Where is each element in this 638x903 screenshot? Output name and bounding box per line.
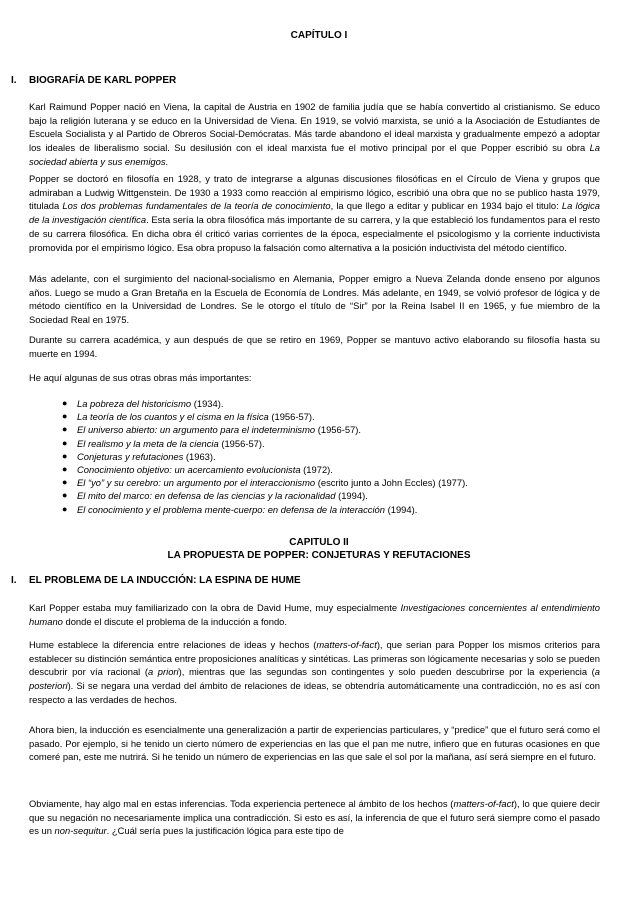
text-run: Más adelante, con el surgimiento del nacional-socialismo en Alemania, Popper emigro a Nueva Zelanda donde enseno por algunos años. Luego se mudo a Gran Bretaña en la Escuela de Economía de Londres. Más adelante, en 1949, se volvió profesor de lógica y de método científico en la Universidad de Londres. Se le otorgo el título de “Sir” por la Reina Isabel II en 1965, y fue miembro de la Sociedad Real en 1975. [29, 273, 600, 326]
works-list-item [29, 437, 589, 450]
section-title: EL PROBLEMA DE LA INDUCCIÓN: LA ESPINA DE HUME [29, 575, 301, 586]
works-list-item [29, 410, 589, 423]
text-run: ). Si se negara una verdad del ámbito de relaciones de ideas, se obtendría automáticamente una contradicción, no es así con respecto a las verdades de hechos. [29, 680, 600, 705]
text-run: (1956-57). [315, 424, 362, 436]
italic-text: Conjeturas y refutaciones [77, 450, 184, 462]
text-run: (1956-57). [268, 411, 315, 423]
induction-paragraph-2 [29, 638, 600, 707]
works-list-item [29, 423, 589, 436]
text-run: (1972). [300, 464, 333, 476]
chapter-2-section-heading [11, 574, 301, 587]
text-run: (1994). [385, 503, 418, 515]
text-run: ), mientras que las segundas son contingentes y solo pueden descubrirse por la experiencia ( [178, 666, 595, 678]
text-run: Obviamente, hay algo mal en estas inferencias. Toda experiencia pertenece al ámbito de los hechos ( [29, 798, 454, 809]
section-title: BIOGRAFÍA DE KARL POPPER [29, 75, 177, 86]
text-run: Ahora bien, la inducción es esencialmente una generalización a partir de experiencias particulares, y “predice” que el futuro será como el pasado. Por ejemplo, si he tenido un cierto número de experiencias en las que el pan me nutre, infiero que en futuras ocasiones en que comeré pan, este me nutrirá. Si he tenido un número de experiencias en las que sale el sol por la mañana, así será siempre en el futuro. [29, 724, 600, 763]
chapter-2-title: CAPITULO II [289, 537, 349, 548]
bullet-icon: ● [62, 464, 68, 475]
works-list-item [29, 503, 589, 516]
section-number: I. [11, 575, 17, 586]
bullet-icon: ● [62, 450, 68, 461]
italic-text: Investigaciones concernientes al entendimiento humano [29, 602, 600, 627]
works-list-item [29, 450, 589, 463]
italic-text: matters-of-fact [316, 639, 377, 650]
chapter-1-section-heading [11, 74, 176, 87]
text-run: He aquí algunas de sus otras obras más importantes: [29, 372, 252, 383]
bullet-icon: ● [62, 437, 68, 448]
italic-text: La sociedad abierta y sus enemigos [29, 142, 600, 167]
chapter-1-title: CAPÍTULO I [290, 30, 348, 41]
bullet-icon: ● [62, 477, 68, 488]
works-list-item [29, 463, 589, 476]
biography-paragraph-5 [29, 371, 600, 385]
text-run: (escrito junto a John Eccles) (1977). [315, 477, 468, 489]
text-run: Karl Raimund Popper nació en Viena, la capital de Austria en 1902 de familia judía que se había convertido al cristianismo. Se educo bajo la religión luterana y se educo en la Universidad de Viena. En 1919, se volvió marxista, se unió a la Asociación de Estudiantes de Escuela Socialista y al Partido de Obreros Social-Demócratas. Más tarde abandono el ideal marxista y gradualmente empezó a adoptar los ideales de liberalismo social. Su desilusión con el ideal marxista fue el motivo principal por el que Popper escribió su obra [29, 101, 600, 154]
text-run: (1934). [191, 398, 224, 409]
italic-text: El mito del marco: en defensa de las ciencias y la racionalidad [77, 490, 336, 502]
italic-text: El universo abierto: un argumento para el indeterminismo [77, 424, 316, 436]
italic-text: non-sequitur [54, 825, 107, 837]
bullet-icon: ● [62, 490, 68, 501]
induction-paragraph-4 [29, 797, 600, 838]
induction-paragraph-1 [29, 601, 600, 628]
text-run: donde el discute el problema de la inducción a fondo. [62, 615, 288, 627]
works-list [29, 397, 589, 516]
works-list-item [29, 397, 589, 410]
biography-paragraph-4 [29, 333, 600, 360]
italic-text: La pobreza del historicismo [77, 398, 192, 409]
text-run: ), lo que quiere decir que su negación no necesariamente implica una contradicción. Si esto es así, la inferencia de que el futuro será siempre como el pasado es un [29, 798, 601, 837]
text-run: (1956-57). [218, 437, 265, 449]
italic-text: Conocimiento objetivo: un acercamiento evolucionista [77, 464, 301, 476]
italic-text: El realismo y la meta de la ciencia [77, 437, 219, 449]
text-run: Hume establece la diferencia entre relaciones de ideas y hechos ( [29, 639, 317, 650]
italic-text: El conocimiento y el problema mente-cuerpo: en defensa de la interacción [77, 503, 385, 515]
italic-text: La teoría de los cuantos y el cisma en la física [77, 411, 269, 423]
text-run: ), que serian para Popper los mismos criterios para establecer su distinción semántica entre proposiciones analíticas y sintéticas. Las primeras son lógicamente necesarias y solo se pueden descubrir por vía racional ( [29, 639, 600, 678]
works-list-item [29, 489, 589, 502]
text-run: Popper se doctoró en filosofía en 1928, y trato de integrarse a algunas discusiones filosóficas en el Círculo de Viena y grupos que admiraban a Ludwig Wittgenstein. De 1930 a 1933 como reacción al empirismo lógico, escribió una obra que no se publico hasta 1979, titulada [29, 173, 600, 212]
bullet-icon: ● [62, 398, 68, 408]
biography-paragraph-2 [29, 172, 600, 254]
biography-paragraph-1 [29, 100, 600, 169]
italic-text: matters-of-fact [453, 798, 514, 809]
text-run: . [165, 155, 169, 167]
induction-paragraph-3 [29, 723, 600, 764]
text-run: . Esta sería la obra filosófica más importante de su carrera, y la que estableció los fundamentos para el resto de su carrera filosófica. En dicha obra él criticó varias corrientes de la época, especialmente el psicologismo y la corriente inductivista promovida por el empirismo lógico. Esa obra propuso la falsación como alternativa a la posición inductivista del método científico. [29, 214, 601, 253]
italic-text: El “yo” y su cerebro: un argumento por el interaccionismo [77, 477, 316, 489]
italic-text: a posteriori [29, 666, 600, 692]
text-run: Karl Popper estaba muy familiarizado con la obra de David Hume, muy especialmente [29, 602, 401, 613]
bullet-icon: ● [62, 424, 68, 435]
text-run: , la que llego a editar y publicar en 1934 bajo el titulo: [330, 200, 562, 212]
text-run: (1994). [335, 490, 368, 502]
bullet-icon: ● [62, 411, 68, 422]
chapter-2-subtitle: LA PROPUESTA DE POPPER: CONJETURAS Y REFUTACIONES [167, 550, 471, 561]
text-run: Durante su carrera académica, y aun después de que se retiro en 1969, Popper se mantuvo activo elaborando su filosofía hasta su muerte en 1994. [29, 334, 600, 359]
italic-text: a priori [147, 666, 179, 678]
bullet-icon: ● [62, 503, 68, 514]
italic-text: Los dos problemas fundamentales de la teoría de conocimiento [62, 200, 331, 212]
section-number: I. [11, 75, 17, 86]
text-run: . ¿Cuál sería pues la justificación lógica para este tipo de [106, 825, 344, 837]
text-run: (1963). [183, 450, 216, 462]
works-list-item [29, 476, 589, 489]
italic-text: La lógica de la investigación científica [29, 200, 600, 226]
biography-paragraph-3 [29, 272, 600, 327]
